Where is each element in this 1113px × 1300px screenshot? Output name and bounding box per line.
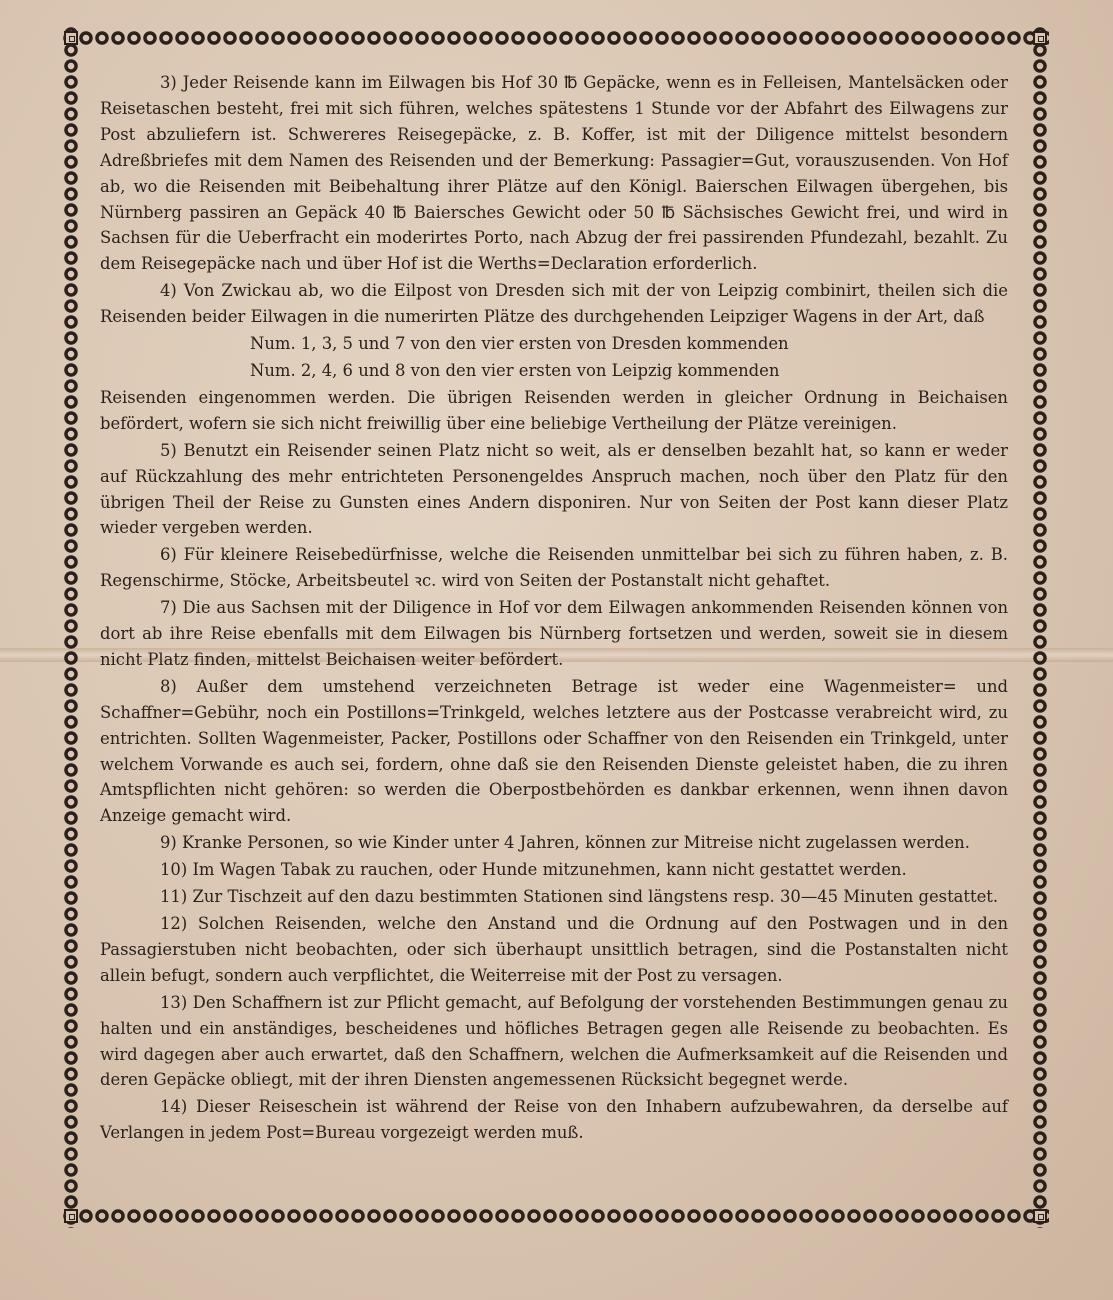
- paragraph-14: 14) Dieser Reiseschein ist während der Reise von den Inhabern aufzubewahren, da derselbe auf Verlangen in jedem Post=Bureau vorgezeigt werden muß.: [100, 1097, 1008, 1143]
- paragraph-3: 3) Jeder Reisende kann im Eilwagen bis Hof 30 ℔ Gepäcke, wenn es in Felleisen, Mantelsäcken oder Reisetaschen besteht, frei mit sich führen, welches spätestens 1 Stunde vor der Abfahrt des Eilwagens zur Post abzuliefern ist. Schwereres Reisegepäcke, z. B. Koffer, ist mit der Diligence mittelst besondern Adreßbriefes mit dem Namen des Reisenden und der Bemerkung: Passagier=Gut, vorauszusenden. Von Hof ab, wo die Reisenden mit Beibehaltung ihrer Plätze auf den Königl. Baierschen Eilwagen übergehen, bis Nürnberg passiren an Gepäck 40 ℔ Baiersches Gewicht oder 50 ℔ Sächsisches Gewicht frei, und wird in Sachsen für die Ueberfracht ein moderirtes Porto, nach Abzug der frei passirenden Pfundezahl, bezahlt. Zu dem Reisegepäcke nach und über Hof ist die Werths=Declaration erforderlich.: [100, 73, 1008, 274]
- border-left: [62, 26, 80, 1228]
- border-top: [62, 26, 1049, 50]
- paragraph-9: 9) Kranke Personen, so wie Kinder unter 4 Jahren, können zur Mitreise nicht zugelassen werden.: [160, 833, 970, 853]
- paragraph-5: 5) Benutzt ein Reisender seinen Platz nicht so weit, als er denselben bezahlt hat, so kann er weder auf Rückzahlung des mehr entrichteten Personengeldes Anspruch machen, noch über den Platz für den übrigen Theil der Reise zu Gunsten eines Andern disponiren. Nur von Seiten der Post kann dieser Platz wieder vergeben werden.: [100, 440, 1008, 538]
- paragraph-7: 7) Die aus Sachsen mit der Diligence in Hof vor dem Eilwagen ankommenden Reisenden können von dort ab ihre Reise ebenfalls mit dem Eilwagen bis Nürnberg fortsetzen und werden, soweit sie in diesem nicht Platz finden, mittelst Beichaisen weiter befördert.: [100, 598, 1008, 669]
- paragraph-4-intro: 4) Von Zwickau ab, wo die Eilpost von Dresden sich mit der von Leipzig combinirt, theilen sich die Reisenden beider Eilwagen in die numerirten Plätze des durchgehenden Leipziger Wagens in der Art, daß: [100, 281, 1008, 327]
- regulations-text: [100, 70, 1008, 1146]
- paragraph-11: 11) Zur Tischzeit auf den dazu bestimmten Stationen sind längstens resp. 30—45 Minuten gestattet.: [160, 887, 999, 907]
- border-right: [1031, 26, 1049, 1228]
- paragraph-4-seat-line-1: Num. 1, 3, 5 und 7 von den vier ersten von Dresden kommenden: [250, 334, 789, 354]
- paragraph-4-end: Reisenden eingenommen werden. Die übrigen Reisenden werden in gleicher Ordnung in Beichaisen befördert, wofern sie sich nicht freiwillig über eine beliebige Vertheilung der Plätze vereinigen.: [100, 387, 1008, 433]
- corner-ornament-top-left: [64, 31, 78, 45]
- paragraph-4-seat-line-2: Num. 2, 4, 6 und 8 von den vier ersten von Leipzig kommenden: [250, 360, 780, 380]
- paragraph-12: 12) Solchen Reisenden, welche den Anstand und die Ordnung auf den Postwagen und in den Passagierstuben nicht beobachten, oder sich überhaupt unsittlich betragen, sind die Postanstalten nicht allein befugt, sondern auch verpflichtet, die Weiterreise mit der Post zu versagen.: [100, 914, 1008, 985]
- corner-ornament-bottom-left: [64, 1209, 78, 1223]
- corner-ornament-top-right: [1033, 31, 1047, 45]
- paragraph-6: 6) Für kleinere Reisebedürfnisse, welche die Reisenden unmittelbar bei sich zu führen haben, z. B. Regenschirme, Stöcke, Arbeitsbeutel ꝛc. wird von Seiten der Postanstalt nicht gehaftet.: [100, 545, 1008, 591]
- paragraph-10: 10) Im Wagen Tabak zu rauchen, oder Hunde mitzunehmen, kann nicht gestattet werden.: [160, 860, 907, 880]
- paragraph-8: 8) Außer dem umstehend verzeichneten Betrage ist weder eine Wagenmeister= und Schaffner=Gebühr, noch ein Postillons=Trinkgeld, welches letztere aus der Postcasse verabreicht wird, zu entrichten. Sollten Wagenmeister, Packer, Postillons oder Schaffner von den Reisenden ein Trinkgeld, unter welchem Vorwande es auch sei, fordern, ohne daß sie den Reisenden Dienste geleistet haben, die zu ihren Amtspflichten nicht gehören: so werden die Oberpostbehörden es dankbar erkennen, wenn ihnen davon Anzeige gemacht wird.: [100, 676, 1008, 826]
- corner-ornament-bottom-right: [1033, 1209, 1047, 1223]
- border-bottom: [62, 1204, 1049, 1228]
- paragraph-13: 13) Den Schaffnern ist zur Pflicht gemacht, auf Befolgung der vorstehenden Bestimmungen genau zu halten und ein anständiges, bescheidenes und höfliches Betragen gegen alle Reisende zu beobachten. Es wird dagegen aber auch erwartet, daß den Schaffnern, welchen die Aufmerksamkeit auf die Reisenden und deren Gepäcke obliegt, mit der ihren Diensten angemessenen Rücksicht begegnet werde.: [100, 992, 1008, 1090]
